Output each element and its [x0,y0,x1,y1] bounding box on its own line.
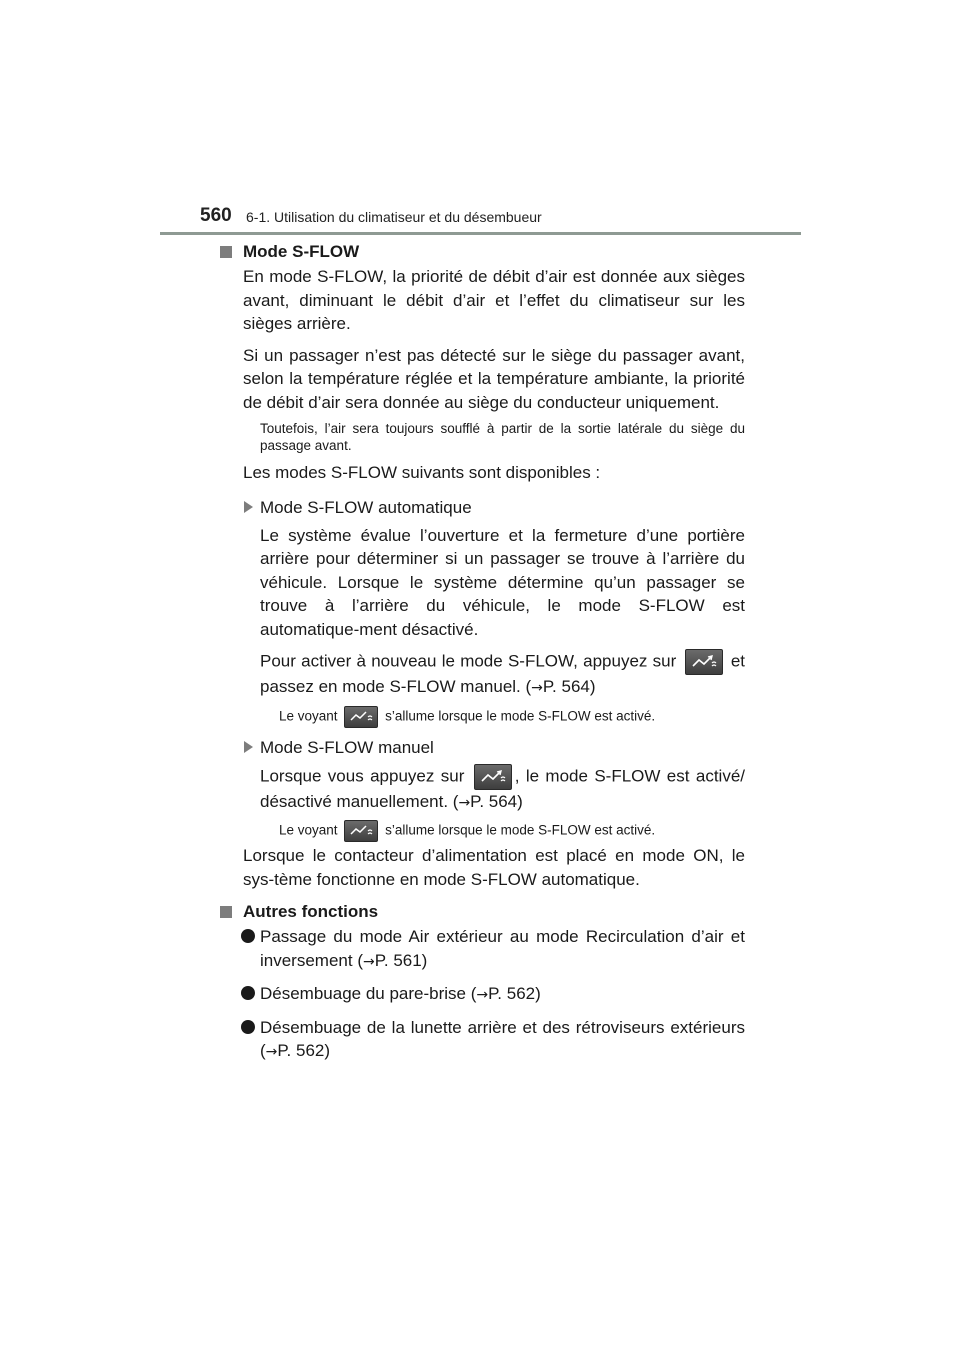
page-reference: P. 564) [470,791,523,811]
s-flow-indicator-icon [344,706,378,728]
paragraph: En mode S-FLOW, la priorité de débit d’air est donnée aux sièges avant, diminuant le débit d’air et l’effet du climatiseur sur les sièges arrière. [243,267,745,333]
triangle-bullet-icon [244,741,253,753]
round-bullet-icon [241,986,255,1000]
paragraph: Le système évalue l’ouverture et la fermeture d’une portière arrière pour déterminer si un passager se trouve à l’arrière du véhicule. Lorsque le système détermine qu’un passager se trouve à l’arrière du véhicule, le mode S-FLOW est automatique-ment désactivé. [260,525,745,639]
page-reference: P. 562) [488,984,541,1003]
text-span: s’allume lorsque le mode S-FLOW est activé. [385,708,656,724]
text-span: Lorsque vous appuyez sur [260,765,465,785]
note [217,706,745,728]
page-reference: P. 561) [374,950,428,970]
section-heading-autres [217,900,745,923]
item-title: Mode S-FLOW manuel [260,737,434,757]
round-bullet-icon [241,929,255,943]
triangle-bullet-icon [244,501,253,513]
text-span: Désembuage de la lunette arrière et des rétroviseurs extérieurs ( [260,1017,745,1060]
page-reference: P. 564) [542,677,596,696]
s-flow-button-icon [685,649,723,675]
text-span: Le voyant [279,708,338,724]
text-span: et passez en mode S-FLOW manuel. ( [260,651,745,696]
list-item-auto [217,496,745,519]
page-header [160,205,801,235]
text-span: Passage du mode Air extérieur au mode Recirculation d’air et inversement ( [260,927,745,970]
text-span: Pour activer à nouveau le mode S-FLOW, appuyez sur [260,651,677,671]
note: Toutefois, l’air sera toujours soufflé à partir de la sortie latérale du siège du passage avant. [260,421,745,453]
text-span: Le voyant [279,822,338,838]
paragraph [217,764,745,816]
reference-arrow-icon: → [476,987,489,1003]
page-reference: P. 562) [277,1041,331,1060]
note [217,820,745,842]
paragraph: Les modes S-FLOW suivants sont disponibles : [243,463,601,482]
s-flow-indicator-icon [344,820,378,842]
list-item [217,925,745,974]
paragraph: Si un passager n’est pas détecté sur le siège du passager avant, selon la température réglée et la température ambiante, la priorité de débit d’air sera donnée au siège du conducteur uniquement. [243,345,745,412]
section-title: Mode S-FLOW [243,242,360,261]
header-rule [160,232,801,235]
page-content [217,240,745,1065]
reference-arrow-icon: → [458,794,471,811]
section-heading-sflow [217,240,745,263]
chapter-title: 6-1. Utilisation du climatiseur et du désembueur [246,209,542,225]
list-item [217,1016,745,1065]
square-bullet-icon [220,906,232,918]
list-item [217,982,745,1008]
item-title: Mode S-FLOW automatique [260,497,472,517]
paragraph: Lorsque le contacteur d’alimentation est placé en mode ON, le sys-tème fonctionne en mode S-FLOW automatique. [243,846,745,889]
text-span: , le mode S-FLOW est activé/ désactivé manuellement. ( [260,765,745,811]
round-bullet-icon [241,1020,255,1034]
list-item-manual [217,736,745,759]
s-flow-button-icon [474,764,512,790]
text-span: s’allume lorsque le mode S-FLOW est activé. [385,822,656,838]
reference-arrow-icon: → [265,1044,278,1060]
paragraph [217,649,745,701]
page-number: 560 [200,205,232,226]
square-bullet-icon [220,246,232,258]
section-title: Autres fonctions [243,902,379,921]
reference-arrow-icon: → [362,953,375,970]
text-span: Désembuage du pare-brise ( [260,984,477,1003]
reference-arrow-icon: → [531,680,543,696]
